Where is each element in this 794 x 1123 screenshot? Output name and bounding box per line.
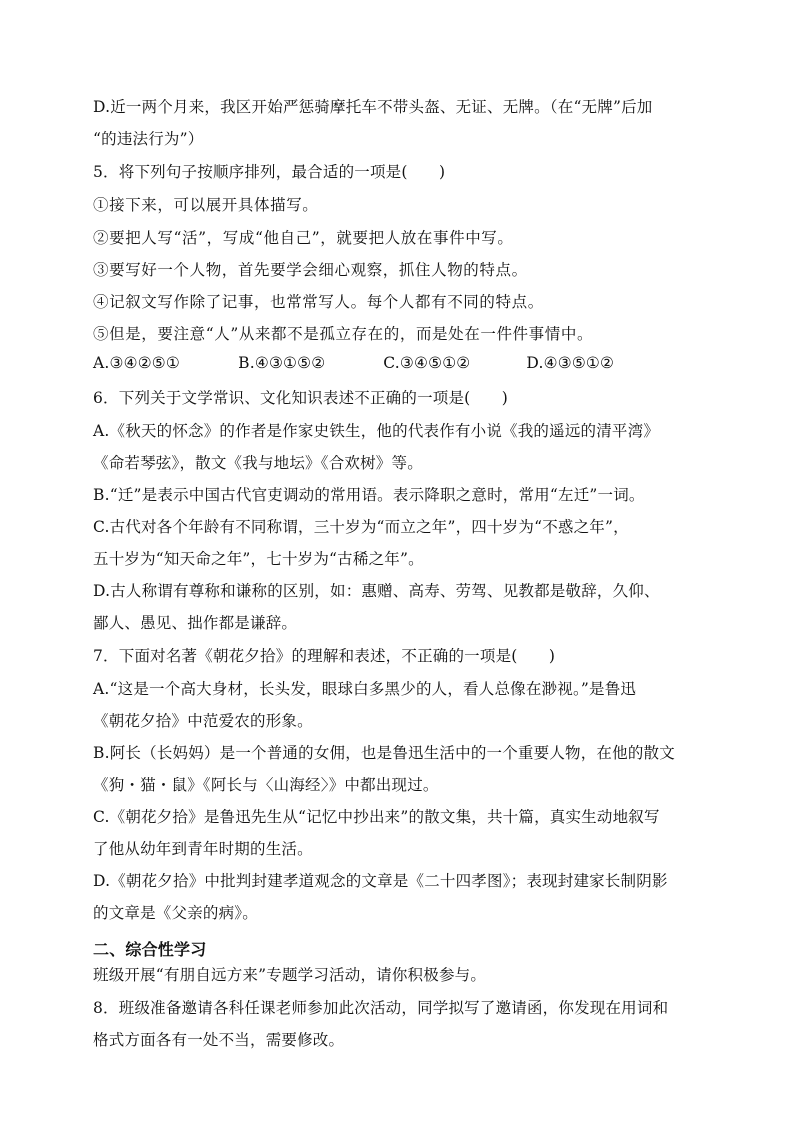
q6-option-c-line1: C.古代对各个年龄有不同称谓，三十岁为“而立之年”，四十岁为“不惑之年”， <box>93 518 629 536</box>
q6-option-b: B.“迁”是表示中国古代官吏调动的常用语。表示降职之意时，常用“左迁”一词。 <box>93 486 645 504</box>
q7-option-a-line1: A.“这是一个高大身材，长头发，眼球白多黑少的人，看人总像在渺视。”是鲁迅 <box>93 680 637 698</box>
q5-sentence-3: ③要写好一个人物，首先要学会细心观察，抓住人物的特点。 <box>93 261 528 279</box>
q5-sentence-4: ④记叙文写作除了记事，也常常写人。每个人都有不同的特点。 <box>93 293 544 311</box>
q7-option-c-line1: C.《朝花夕拾》是鲁迅先生从“记忆中抄出来”的散文集，共十篇，真实生动地叙写 <box>93 808 660 826</box>
q8-stem-line1: 8．班级准备邀请各科任课老师参加此次活动，同学拟写了邀请函，你发现在用词和 <box>93 999 669 1017</box>
q6-option-d-line2: 鄙人、愚见、拙作都是谦辞。 <box>93 614 298 632</box>
q7-option-b-line2: 《狗・猫・鼠》《阿长与〈山海经〉》中都出现过。 <box>93 776 439 794</box>
q7-option-d-line2: 的文章是《父亲的病》。 <box>93 904 258 922</box>
q4-option-d-line2: “的违法行为”） <box>93 130 204 148</box>
q5-option-d: D.④③⑤①② <box>526 354 615 372</box>
q5-stem: 5．将下列句子按顺序排列，最合适的一项是( ) <box>93 163 446 181</box>
q5-options <box>93 354 734 372</box>
q8-stem-line2: 格式方面各有一处不当，需要修改。 <box>93 1031 345 1049</box>
q5-sentence-5: ⑤但是，要注意“人”从来都不是孤立存在的，而是处在一件件事情中。 <box>93 325 594 343</box>
q5-option-c: C.③④⑤①② <box>383 354 471 372</box>
q7-stem: 7．下面对名著《朝花夕拾》的理解和表述，不正确的一项是( ) <box>93 647 556 665</box>
q7-option-b-line1: B.阿长（长妈妈）是一个普通的女佣，也是鲁迅生活中的一个重要人物，在他的散文 <box>93 744 675 762</box>
q6-option-c-line2: 五十岁为“知天命之年”，七十岁为“古稀之年”。 <box>93 550 424 568</box>
q7-option-a-line2: 《朝花夕拾》中范爱农的形象。 <box>93 712 313 730</box>
q6-stem: 6．下列关于文学常识、文化知识表述不正确的一项是( ) <box>93 389 509 407</box>
section-intro: 班级开展“有朋自远方来”专题学习活动，请你积极参与。 <box>93 966 487 984</box>
q5-sentence-1: ①接下来，可以展开具体描写。 <box>93 196 319 214</box>
q6-option-a-line2: 《命若琴弦》，散文《我与地坛》《合欢树》等。 <box>93 454 423 472</box>
q5-option-b: B.④③①⑤② <box>238 354 326 372</box>
section-heading: 二、综合性学习 <box>93 940 207 959</box>
q7-option-d-line1: D.《朝花夕拾》中批判封建孝道观念的文章是《二十四孝图》；表现封建家长制阴影 <box>93 872 668 890</box>
q4-option-d-line1: D.近一两个月来，我区开始严惩骑摩托车不带头盔、无证、无牌。（在“无牌”后加 <box>93 98 653 116</box>
q7-option-c-line2: 了他从幼年到青年时期的生活。 <box>93 840 313 858</box>
q6-option-d-line1: D.古人称谓有尊称和谦称的区别，如：惠赠、高寿、劳驾、见教都是敬辞，久仰、 <box>93 582 660 600</box>
q5-option-a: A.③④②⑤① <box>93 354 180 372</box>
q5-sentence-2: ②要把人写“活”，写成“他自己”，就要把人放在事件中写。 <box>93 229 514 247</box>
q6-option-a-line1: A.《秋天的怀念》的作者是作家史铁生，他的代表作有小说《我的遥远的清平湾》 <box>93 422 660 440</box>
